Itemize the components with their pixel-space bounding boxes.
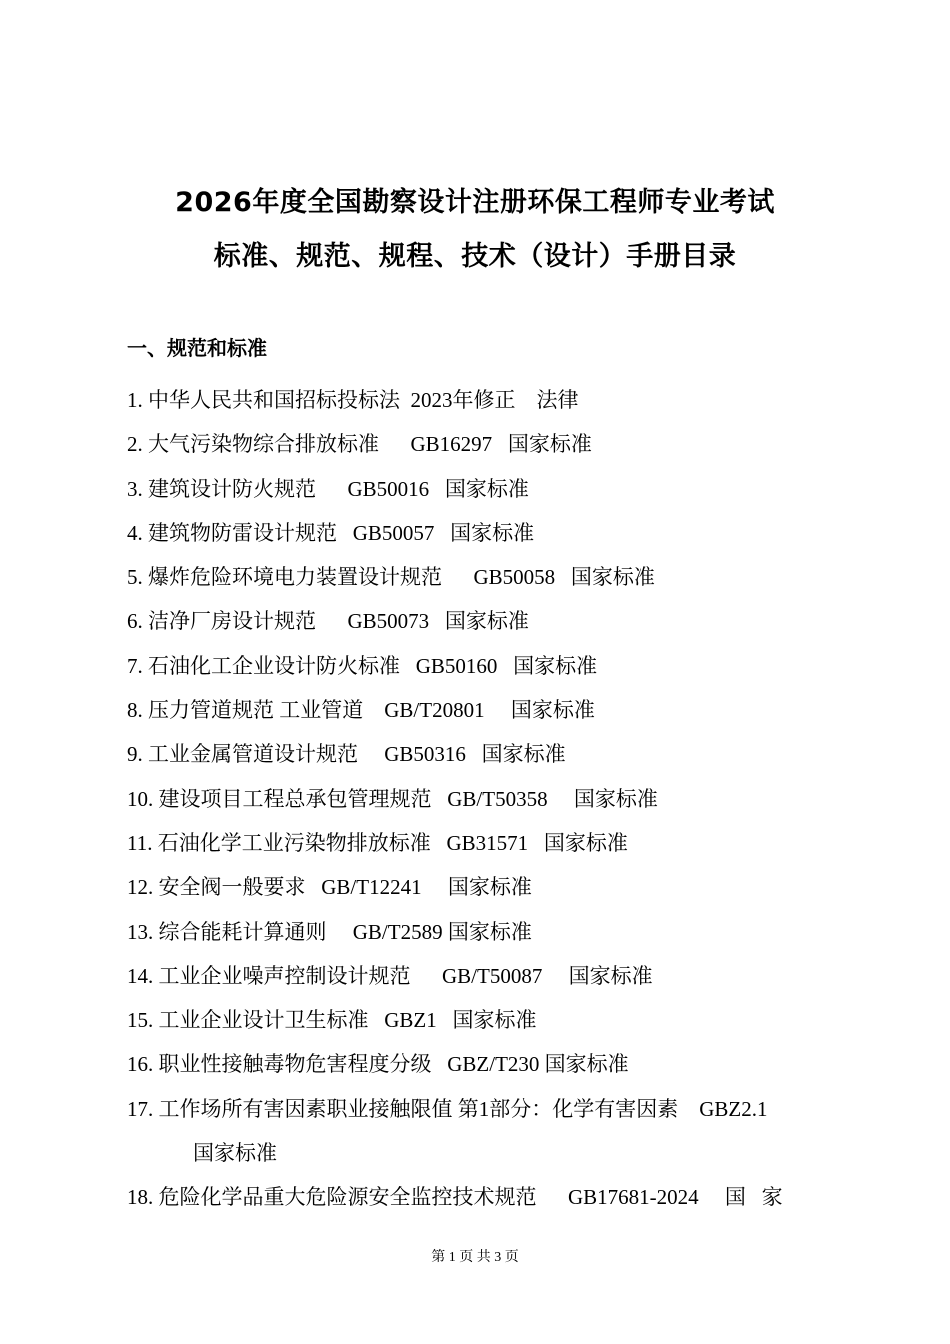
list-item bbox=[127, 1042, 837, 1086]
item-text: 石油化工企业设计防火标准 GB50160 国家标准 bbox=[148, 653, 598, 678]
standards-list bbox=[127, 378, 837, 1220]
item-number: 8. bbox=[127, 698, 143, 723]
item-text: 危险化学品重大危险源安全监控技术规范 GB17681-2024 国 家 bbox=[158, 1185, 783, 1210]
list-item bbox=[127, 865, 837, 909]
item-text: 压力管道规范 工业管道 GB/T20801 国家标准 bbox=[148, 698, 595, 723]
list-item bbox=[127, 954, 837, 998]
item-number: 12. bbox=[127, 875, 154, 900]
item-text: 安全阀一般要求 GB/T12241 国家标准 bbox=[158, 875, 532, 900]
document-title-line-1: 2026年度全国勘察设计注册环保工程师专业考试 bbox=[175, 187, 775, 218]
document-title-line-2: 标准、规范、规程、技术（设计）手册目录 bbox=[213, 241, 737, 272]
list-item bbox=[127, 555, 837, 599]
list-item bbox=[127, 1175, 837, 1219]
item-text: 工业企业设计卫生标准 GBZ1 国家标准 bbox=[158, 1008, 537, 1033]
item-number: 6. bbox=[127, 609, 143, 634]
item-text: 综合能耗计算通则 GB/T2589 国家标准 bbox=[158, 919, 532, 944]
list-item bbox=[127, 644, 837, 688]
list-item bbox=[127, 910, 837, 954]
item-text: 建设项目工程总承包管理规范 GB/T50358 国家标准 bbox=[158, 786, 658, 811]
item-number: 5. bbox=[127, 565, 143, 590]
item-number: 7. bbox=[127, 653, 143, 678]
page-footer: 第 1 页 共 3 页 bbox=[431, 1250, 519, 1265]
item-number: 13. bbox=[127, 919, 154, 944]
item-number: 10. bbox=[127, 786, 154, 811]
item-text: 建筑物防雷设计规范 GB50057 国家标准 bbox=[148, 520, 535, 545]
list-item bbox=[127, 422, 837, 466]
item-number: 15. bbox=[127, 1008, 154, 1033]
item-number: 18. bbox=[127, 1185, 154, 1210]
section-heading: 一、规范和标准 bbox=[127, 336, 267, 360]
item-text: 职业性接触毒物危害程度分级 GBZ/T230 国家标准 bbox=[158, 1052, 629, 1077]
item-number: 3. bbox=[127, 476, 143, 501]
list-item bbox=[127, 688, 837, 732]
item-text: 工业金属管道设计规范 GB50316 国家标准 bbox=[148, 742, 566, 767]
item-number: 16. bbox=[127, 1052, 154, 1077]
list-item bbox=[127, 821, 837, 865]
item-text: 工业企业噪声控制设计规范 GB/T50087 国家标准 bbox=[158, 963, 653, 988]
list-item bbox=[127, 467, 837, 511]
list-item bbox=[127, 511, 837, 555]
item-text: 爆炸危险环境电力装置设计规范 GB50058 国家标准 bbox=[148, 565, 655, 590]
item-text: 中华人民共和国招标投标法 2023年修正 法律 bbox=[148, 388, 579, 412]
item-number: 4. bbox=[127, 520, 143, 545]
list-item bbox=[127, 1087, 837, 1176]
item-number: 9. bbox=[127, 742, 143, 767]
item-number: 2. bbox=[127, 432, 143, 457]
item-number: 1. bbox=[127, 388, 143, 412]
item-text: 石油化学工业污染物排放标准 GB31571 国家标准 bbox=[157, 830, 628, 855]
item-number: 17. bbox=[127, 1096, 154, 1121]
list-item bbox=[127, 378, 837, 422]
item-number: 11. bbox=[127, 830, 153, 855]
list-item bbox=[127, 777, 837, 821]
list-item bbox=[127, 599, 837, 643]
item-text: 建筑设计防火规范 GB50016 国家标准 bbox=[148, 476, 529, 501]
item-text: 工作场所有害因素职业接触限值 第1部分：化学有害因素 GBZ2.1 bbox=[158, 1096, 768, 1121]
list-item bbox=[127, 998, 837, 1042]
item-text: 洁净厂房设计规范 GB50073 国家标准 bbox=[148, 609, 529, 634]
list-item bbox=[127, 732, 837, 776]
item-text: 大气污染物综合排放标准 GB16297 国家标准 bbox=[148, 432, 592, 457]
item-number: 14. bbox=[127, 963, 154, 988]
item-text-continuation: 国家标准 bbox=[193, 1141, 277, 1166]
